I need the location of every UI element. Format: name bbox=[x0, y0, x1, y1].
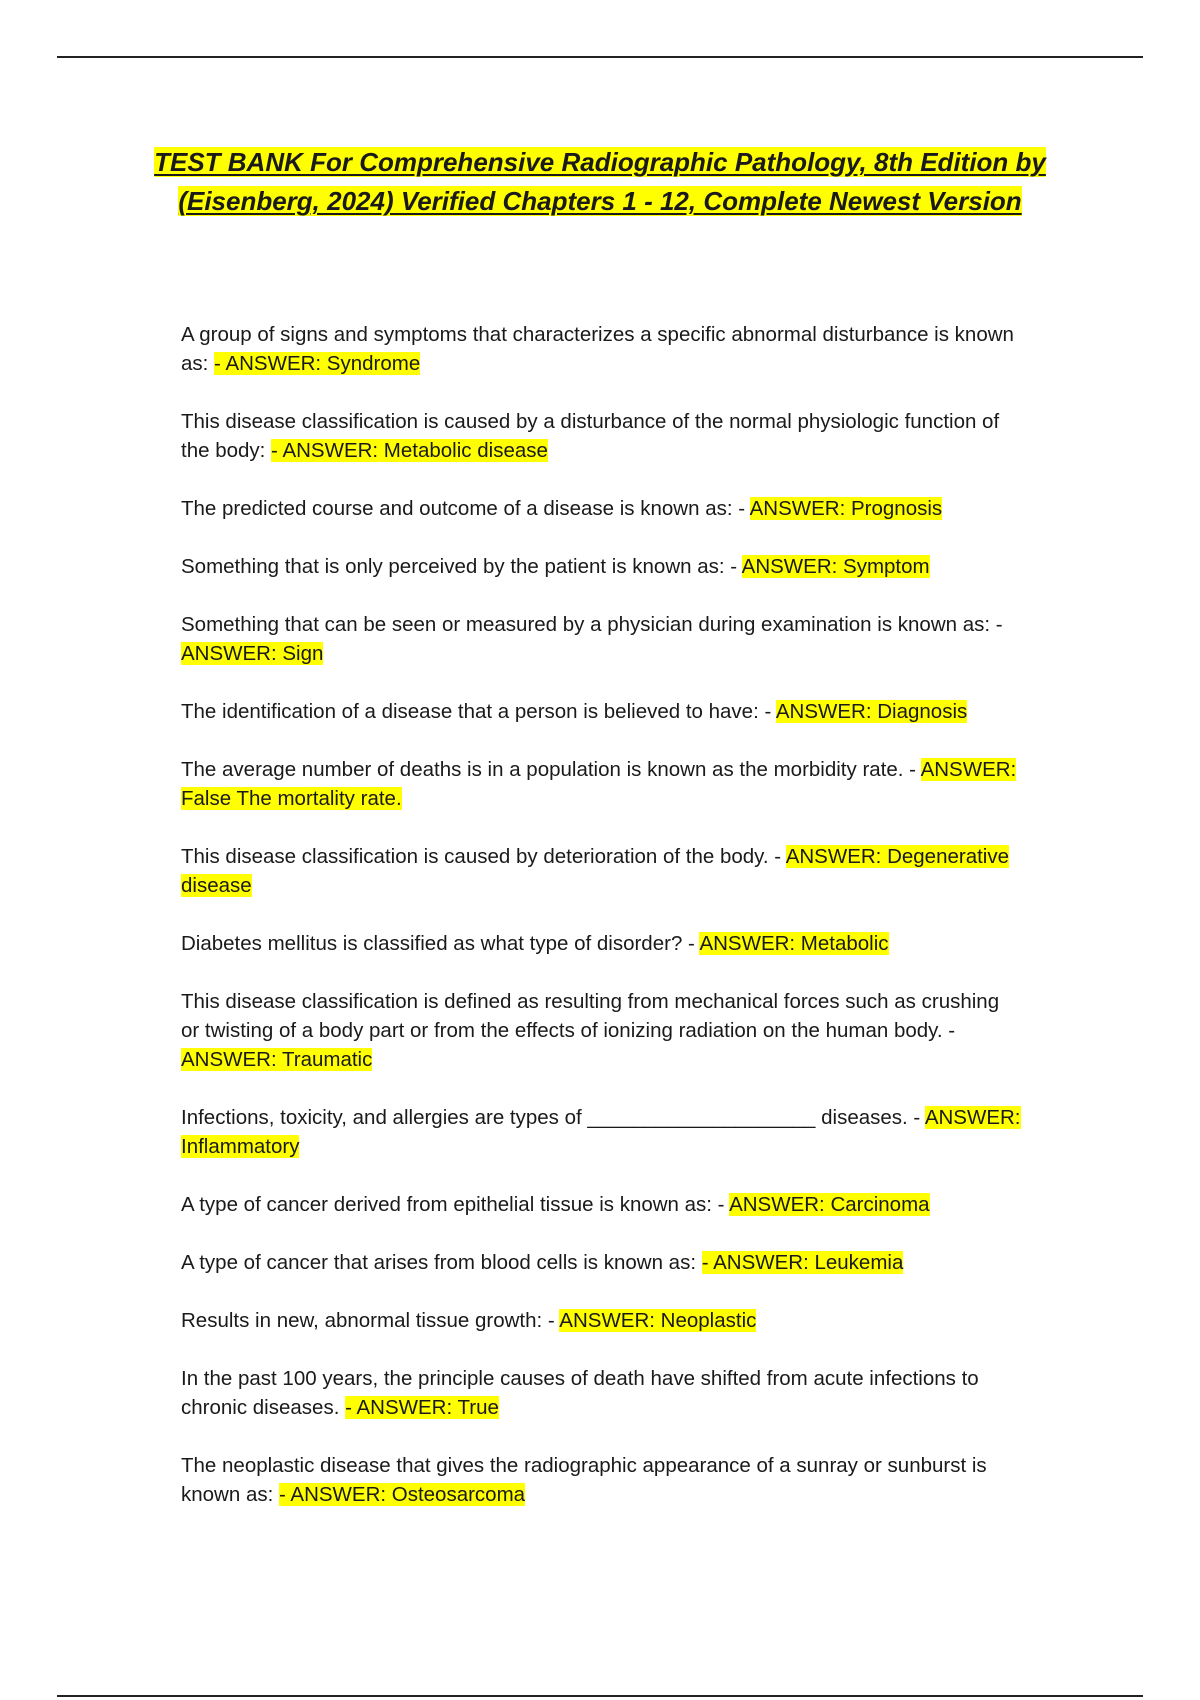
answer-text: ANSWER: Carcinoma bbox=[729, 1193, 930, 1216]
question-text: A type of cancer derived from epithelial tissue is known as: - bbox=[181, 1193, 730, 1216]
answer-text: - ANSWER: True bbox=[345, 1396, 499, 1419]
question-text: The neoplastic disease that gives the radiographic appearance of a sunray or sunburst is known as: bbox=[181, 1454, 987, 1506]
question-text: The predicted course and outcome of a disease is known as: - bbox=[181, 497, 750, 520]
question-text: This disease classification is defined as resulting from mechanical forces such as crushing or twisting of a body part or from the effects of ionizing radiation on the human body. - bbox=[181, 990, 1000, 1042]
answer-text: ANSWER: False The mortality rate. bbox=[181, 758, 1017, 810]
question-text: A type of cancer that arises from blood cells is known as: bbox=[181, 1251, 702, 1274]
answer-text: - ANSWER: Leukemia bbox=[701, 1251, 904, 1274]
question-item bbox=[181, 1364, 1021, 1422]
answer-text: ANSWER: Neoplastic bbox=[559, 1309, 757, 1332]
question-text: This disease classification is caused by a disturbance of the normal physiologic function of the body: bbox=[181, 410, 1000, 462]
question-item bbox=[181, 1451, 1021, 1509]
answer-text: ANSWER: Traumatic bbox=[181, 1048, 373, 1071]
question-item bbox=[181, 755, 1021, 813]
question-item bbox=[181, 552, 1021, 581]
question-text: This disease classification is caused by deterioration of the body. - bbox=[181, 845, 786, 868]
question-item bbox=[181, 1306, 1021, 1335]
answer-text: ANSWER: Degenerative disease bbox=[181, 845, 1010, 897]
bottom-rule bbox=[57, 1695, 1143, 1697]
answer-text: ANSWER: Symptom bbox=[741, 555, 930, 578]
question-list bbox=[181, 320, 1021, 1538]
question-item bbox=[181, 697, 1021, 726]
question-item bbox=[181, 494, 1021, 523]
answer-text: - ANSWER: Syndrome bbox=[214, 352, 421, 375]
answer-text: - ANSWER: Metabolic disease bbox=[271, 439, 548, 462]
question-item bbox=[181, 1103, 1021, 1161]
question-text: Something that is only perceived by the patient is known as: - bbox=[181, 555, 742, 578]
answer-text: ANSWER: Sign bbox=[181, 642, 324, 665]
answer-text: ANSWER: Prognosis bbox=[749, 497, 943, 520]
answer-text: ANSWER: Metabolic bbox=[699, 932, 889, 955]
question-item bbox=[181, 610, 1021, 668]
question-text: The identification of a disease that a person is believed to have: - bbox=[181, 700, 776, 723]
question-text: Results in new, abnormal tissue growth: - bbox=[181, 1309, 560, 1332]
question-text: The average number of deaths is in a population is known as the morbidity rate. - bbox=[181, 758, 921, 781]
question-item bbox=[181, 1248, 1021, 1277]
answer-text: ANSWER: Diagnosis bbox=[775, 700, 968, 723]
document-title-text: TEST BANK For Comprehensive Radiographic Pathology, 8th Edition by (Eisenberg, 2024) Verified Chapters 1 - 12, Complete Newest Version bbox=[154, 147, 1046, 216]
question-text: Infections, toxicity, and allergies are types of ____________________ diseases. - bbox=[181, 1106, 925, 1129]
question-item bbox=[181, 987, 1021, 1074]
question-text: A group of signs and symptoms that characterizes a specific abnormal disturbance is known as: bbox=[181, 323, 1014, 375]
document-title bbox=[140, 143, 1060, 221]
question-text: Something that can be seen or measured by a physician during examination is known as: - bbox=[181, 613, 1003, 636]
question-item bbox=[181, 1190, 1021, 1219]
question-item bbox=[181, 929, 1021, 958]
question-text: Diabetes mellitus is classified as what type of disorder? - bbox=[181, 932, 700, 955]
answer-text: ANSWER: Inflammatory bbox=[181, 1106, 1021, 1158]
question-text: In the past 100 years, the principle causes of death have shifted from acute infections to chronic diseases. bbox=[181, 1367, 979, 1419]
answer-text: - ANSWER: Osteosarcoma bbox=[279, 1483, 526, 1506]
question-item bbox=[181, 842, 1021, 900]
top-rule bbox=[57, 56, 1143, 58]
question-item bbox=[181, 407, 1021, 465]
question-item bbox=[181, 320, 1021, 378]
